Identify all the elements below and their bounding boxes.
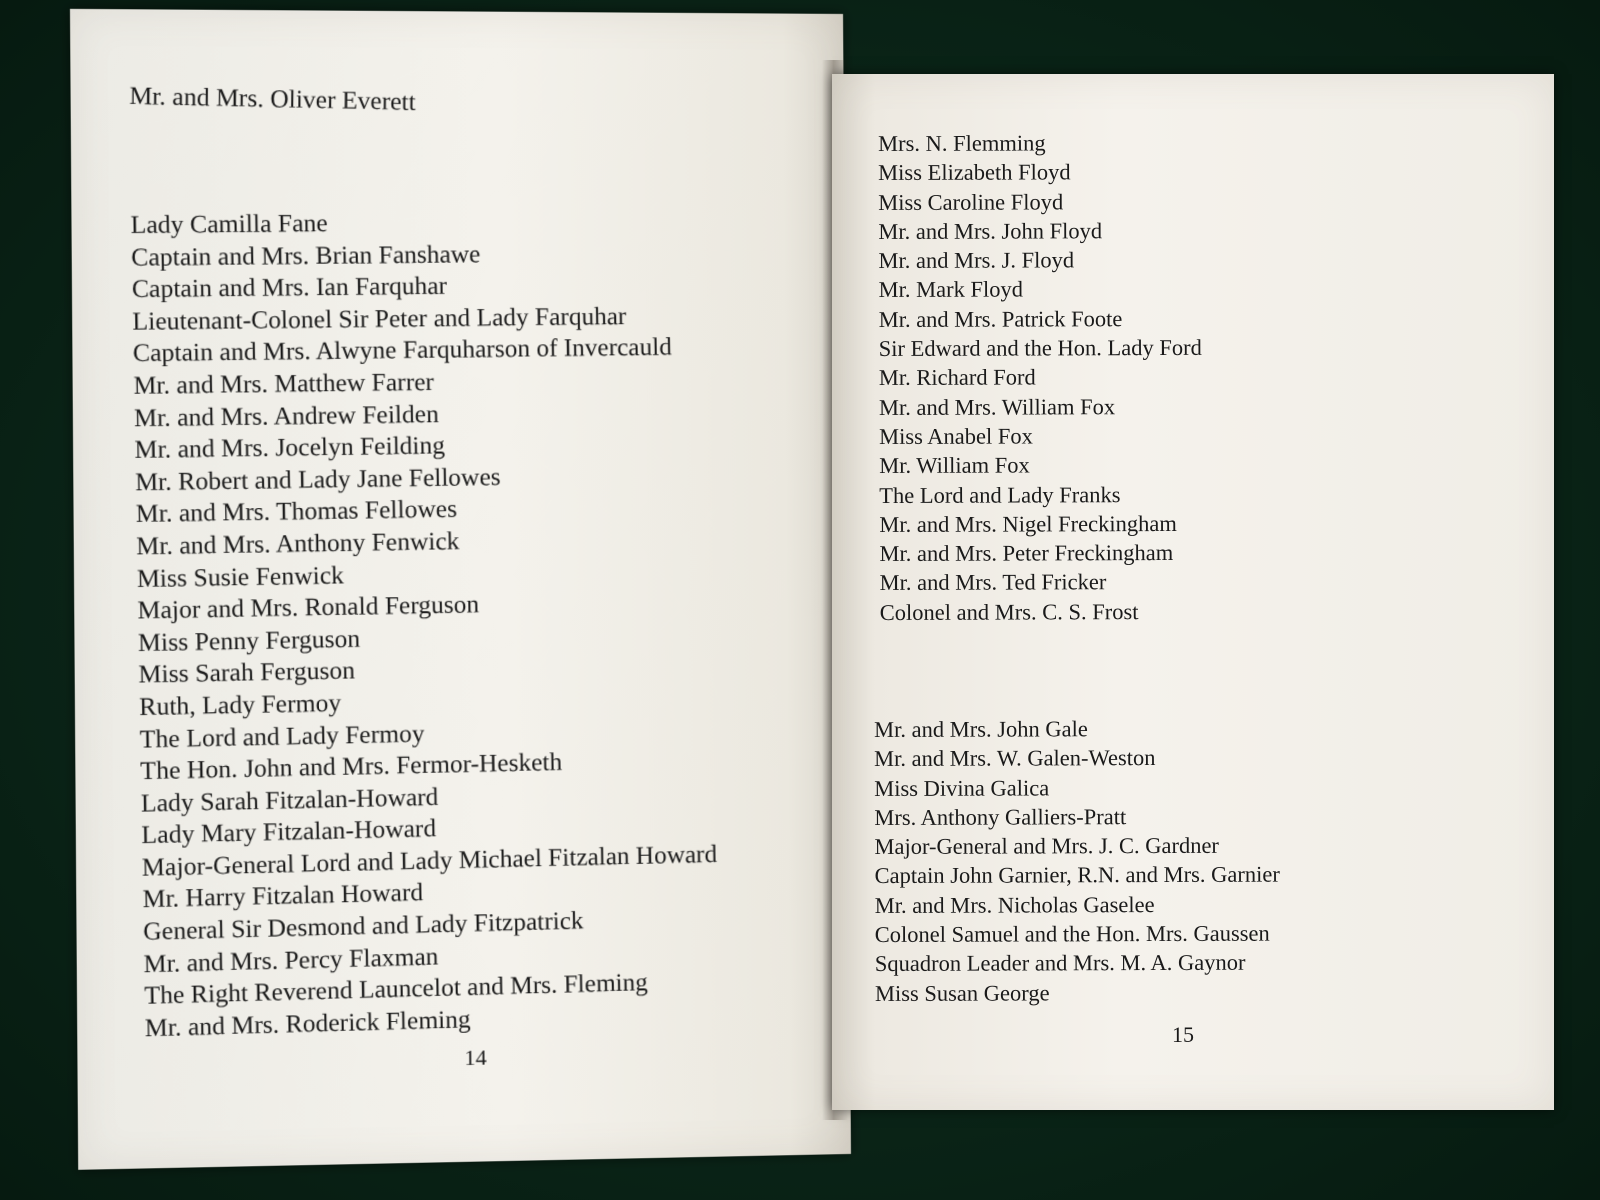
list-item: General Sir Desmond and Lady Fitzpatrick [142,907,584,946]
list-item: Mr. Harry Fitzalan Howard [142,879,424,914]
list-item: Captain and Mrs. Alwyne Farquharson of Invercauld [132,334,672,368]
list-item: Mr. and Mrs. Andrew Feilden [133,400,440,432]
list-item: Squadron Leader and Mrs. M. A. Gaynor [874,950,1246,977]
list-item: Mr. and Mrs. J. Floyd [878,247,1075,274]
left-page [70,9,851,1170]
right-name-list-f [878,128,1203,627]
list-item: Mr. and Mrs. Peter Freckingham [879,540,1174,567]
list-item: Mr. and Mrs. Anthony Fenwick [136,527,460,561]
list-item: Mr. Mark Floyd [878,276,1023,303]
list-item: Captain and Mrs. Ian Farquhar [131,272,448,304]
list-item: Mr. and Mrs. Nicholas Gaselee [874,891,1155,918]
list-item: Mr. and Mrs. Patrick Foote [878,305,1123,332]
list-item: Colonel and Mrs. C. S. Frost [879,598,1139,625]
list-item: Miss Anabel Fox [879,423,1033,449]
list-item: Lady Mary Fitzalan-Howard [141,815,437,850]
list-item: Mr. and Mrs. Roderick Fleming [144,1005,471,1043]
list-item: Major-General and Mrs. J. C. Gardner [874,832,1219,860]
list-item: Mr. and Mrs. John Gale [874,716,1088,742]
list-item: The Lord and Lady Franks [879,481,1121,508]
right-page [832,74,1554,1110]
list-item: Mr. and Mrs. Matthew Farrer [133,368,435,400]
right-name-list-g [874,714,1280,1008]
left-name-list [130,205,720,1045]
list-item: Major-General Lord and Lady Michael Fitzalan Howard [141,840,718,882]
list-item: Mr. and Mrs. Percy Flaxman [143,942,439,978]
list-item: Miss Divina Galica [874,774,1050,801]
list-item: Mr. and Mrs. W. Galen-Weston [874,745,1156,772]
list-item: Miss Penny Ferguson [137,625,361,657]
list-item: Major and Mrs. Ronald Ferguson [137,591,480,625]
list-item: Miss Elizabeth Floyd [878,159,1071,186]
list-item: Mr. and Mrs. William Fox [878,393,1116,420]
list-item: Mr. and Mrs. John Floyd [878,218,1103,244]
list-item: Mr. and Mrs. Jocelyn Feilding [134,432,446,465]
list-item: Mr. Robert and Lady Jane Fellowes [134,463,501,497]
page-number: 15 [1172,1022,1194,1047]
list-item: Ruth, Lady Fermoy [138,689,342,722]
list-item: Mr. and Mrs. Thomas Fellowes [135,495,458,529]
list-item: The Right Reverend Launcelot and Mrs. Fleming [144,969,649,1011]
list-item: Mr. Richard Ford [878,364,1036,391]
list-item: Lady Sarah Fitzalan-Howard [140,783,439,818]
list-item: Miss Sarah Ferguson [138,657,356,689]
list-item: The Hon. John and Mrs. Fermor-Hesketh [140,748,563,786]
page-number: 14 [464,1044,487,1071]
list-item: Lady Camilla Fane [130,209,328,240]
first-entry: Mr. and Mrs. Oliver Everett [129,82,416,117]
list-item: Mr. and Mrs. Ted Fricker [879,569,1107,596]
list-item: Miss Caroline Floyd [878,188,1064,215]
list-item: Sir Edward and the Hon. Lady Ford [878,334,1202,362]
list-item: Mr. William Fox [879,452,1030,479]
list-item: Colonel Samuel and the Hon. Mrs. Gaussen [874,920,1270,948]
list-item: The Lord and Lady Fermoy [139,719,425,754]
list-item: Captain and Mrs. Brian Fanshawe [130,240,481,272]
list-item: Miss Susie Fenwick [136,561,345,593]
list-item: Mrs. Anthony Galliers-Pratt [874,804,1127,830]
list-item: Lieutenant-Colonel Sir Peter and Lady Farquhar [132,302,627,336]
list-item: Miss Susan George [874,980,1050,1006]
list-item: Captain John Garnier, R.N. and Mrs. Garnier [874,862,1280,889]
list-item: Mrs. N. Flemming [878,130,1046,156]
list-item: Mr. and Mrs. Nigel Freckingham [879,510,1177,537]
